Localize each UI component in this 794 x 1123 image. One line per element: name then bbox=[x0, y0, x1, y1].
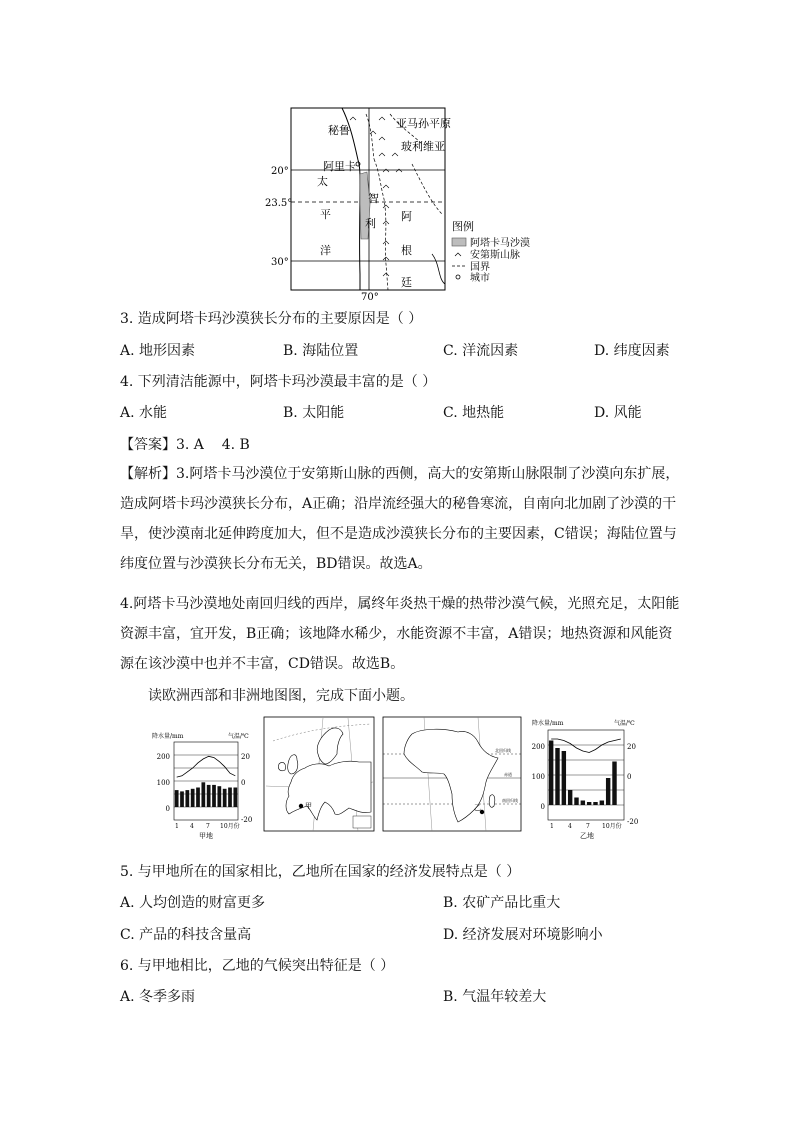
q3-option-d[interactable]: D. 纬度因素 bbox=[594, 343, 670, 359]
q4-stem: 4. 下列清洁能源中，阿塔卡玛沙漠最丰富的是（ ） bbox=[120, 374, 437, 390]
yi-precip-bar bbox=[600, 801, 604, 806]
jia-right-tick-20: 20 bbox=[241, 753, 250, 761]
europe-map bbox=[263, 716, 375, 832]
yi-right-tick-20: 20 bbox=[627, 743, 636, 751]
jia-right-tick-0: 0 bbox=[241, 779, 246, 787]
intro-text: 读欧洲西部和非洲地图图，完成下面小题。 bbox=[148, 688, 414, 704]
yi-x-7: 7 bbox=[586, 823, 590, 830]
label-yang: 洋 bbox=[320, 244, 331, 257]
africa-place-label: 乙 bbox=[474, 804, 481, 812]
jia-left-tick-100: 100 bbox=[156, 779, 170, 787]
lat-23: 23.5° bbox=[265, 198, 293, 209]
q3-option-c[interactable]: C. 洋流因素 bbox=[443, 343, 519, 359]
climate-chart-yi bbox=[530, 716, 650, 840]
yi-caption: 乙地 bbox=[580, 832, 594, 840]
jia-precip-bar bbox=[191, 789, 195, 807]
jia-precip-bar bbox=[217, 786, 221, 807]
yi-x-4: 4 bbox=[568, 823, 572, 830]
jia-precip-bar bbox=[228, 788, 232, 808]
europe-place-label: 甲 bbox=[305, 802, 312, 810]
label-peru: 秘鲁 bbox=[328, 124, 350, 137]
q4-option-c[interactable]: C. 地热能 bbox=[443, 405, 505, 421]
line-label-south: 南回归线 bbox=[502, 798, 518, 803]
answer-line: 【答案】3. A 4. B bbox=[120, 437, 250, 453]
jia-x-4: 4 bbox=[190, 823, 194, 830]
legend-border: 国界 bbox=[470, 262, 490, 273]
yi-precip-bar bbox=[581, 801, 585, 806]
legend-andes: 安第斯山脉 bbox=[470, 250, 520, 261]
q6-stem: 6. 与甲地相比，乙地的气候突出特征是（ ） bbox=[120, 958, 395, 974]
q4-option-d[interactable]: D. 风能 bbox=[594, 405, 642, 421]
q5-option-d[interactable]: D. 经济发展对环境影响小 bbox=[443, 927, 603, 943]
yi-precip-bar bbox=[606, 778, 610, 805]
yi-precip-bar bbox=[555, 748, 559, 805]
q5-option-b[interactable]: B. 农矿产品比重大 bbox=[443, 895, 561, 911]
jia-temp-line bbox=[177, 756, 236, 777]
africa-map bbox=[382, 716, 522, 832]
label-amazon: 亚马孙平原 bbox=[396, 117, 451, 130]
legend-city-swatch bbox=[456, 275, 460, 279]
yi-temp-line bbox=[551, 739, 621, 753]
yi-precip-bar bbox=[593, 802, 597, 805]
jia-precip-bar bbox=[207, 785, 211, 807]
q5-option-a[interactable]: A. 人均创造的财富更多 bbox=[120, 895, 266, 911]
climate-chart-jia bbox=[150, 728, 260, 840]
analysis-para-3: 【解析】3.阿塔卡马沙漠位于安第斯山脉的西侧，高大的安第斯山脉限制了沙漠向东扩展，造成阿塔卡玛沙漠狭长分布，A正确；沿岸流经强大的秘鲁寒流，自南向北加剧了沙漠的干旱，使沙漠南北延伸跨度加大，但不是造成沙漠狭长分布的主要因素，C错误；海陆位置与纬度位置与沙漠狭长分布无关，BD错误。故选A。 bbox=[120, 466, 680, 572]
jia-x-7: 7 bbox=[206, 823, 210, 830]
yi-right-tick-m20: -20 bbox=[627, 818, 639, 826]
label-bolivia: 玻利维亚 bbox=[401, 140, 445, 153]
lat-30: 30° bbox=[271, 257, 289, 268]
label-a: 阿 bbox=[401, 210, 412, 223]
yi-precip-bar bbox=[612, 762, 616, 806]
jia-left-label: 降水量/mm bbox=[152, 733, 184, 740]
label-zhi: 智 bbox=[368, 192, 379, 205]
jia-precip-bar bbox=[185, 790, 189, 807]
jia-precip-bar bbox=[212, 785, 216, 807]
yi-left-tick-100: 100 bbox=[531, 773, 545, 781]
label-ting: 廷 bbox=[401, 276, 412, 289]
atacama-map bbox=[262, 104, 562, 304]
yi-precip-bar bbox=[574, 798, 578, 806]
yi-left-tick-200: 200 bbox=[531, 743, 545, 751]
lat-20: 20° bbox=[271, 166, 289, 177]
legend-title: 图例 bbox=[452, 220, 474, 233]
jia-left-tick-200: 200 bbox=[156, 753, 170, 761]
label-arica: 阿里卡 bbox=[323, 160, 356, 173]
yi-precip-bar bbox=[587, 802, 591, 805]
q6-option-b[interactable]: B. 气温年较差大 bbox=[443, 989, 547, 1005]
yi-x-1: 1 bbox=[550, 823, 554, 830]
q6-option-a[interactable]: A. 冬季多雨 bbox=[120, 989, 196, 1005]
label-li: 利 bbox=[365, 217, 376, 230]
legend-desert-swatch bbox=[452, 238, 466, 246]
q4-option-a[interactable]: A. 水能 bbox=[120, 405, 168, 421]
q3-stem: 3. 造成阿塔卡玛沙漠狭长分布的主要原因是（ ） bbox=[120, 311, 423, 327]
yi-right-tick-0: 0 bbox=[627, 773, 632, 781]
jia-precip-bar bbox=[223, 789, 227, 807]
legend-city: 城市 bbox=[470, 273, 490, 284]
jia-right-tick-m20: -20 bbox=[241, 816, 253, 824]
europe-place-marker bbox=[299, 804, 303, 808]
jia-precip-bar bbox=[233, 788, 237, 808]
legend-mountain-swatch bbox=[455, 253, 461, 256]
legend-desert: 阿塔卡马沙漠 bbox=[470, 238, 530, 249]
q4-option-b[interactable]: B. 太阳能 bbox=[283, 405, 345, 421]
label-ping: 平 bbox=[320, 208, 331, 221]
jia-precip-bar bbox=[180, 791, 184, 807]
label-tai: 太 bbox=[317, 175, 328, 188]
jia-precip-bar bbox=[196, 788, 200, 808]
yi-left-tick-0: 0 bbox=[540, 803, 545, 811]
line-label-equator: 赤道 bbox=[504, 772, 512, 777]
q5-option-c[interactable]: C. 产品的科技含量高 bbox=[120, 927, 252, 943]
yi-precip-bar bbox=[549, 741, 553, 806]
yi-x-10: 10月份 bbox=[602, 823, 622, 830]
jia-x-10: 10月份 bbox=[220, 823, 240, 830]
analysis-para-4: 4.阿塔卡马沙漠地处南回归线的西岸，属终年炎热干燥的热带沙漠气候，光照充足，太阳能资源丰富，宜开发，B正确；该地降水稀少，水能资源不丰富，A错误；地热资源和风能资源在该沙漠中也并不丰富，CD错误。故选B。 bbox=[120, 596, 680, 672]
jia-precip-bar bbox=[201, 782, 205, 807]
lon-70: 70° bbox=[361, 292, 379, 303]
jia-caption: 甲地 bbox=[199, 832, 213, 840]
q5-stem: 5. 与甲地所在的国家相比，乙地所在国家的经济发展特点是（ ） bbox=[120, 864, 521, 880]
jia-right-label: 气温/℃ bbox=[228, 733, 249, 740]
yi-precip-bar bbox=[562, 751, 566, 805]
yi-right-label: 气温/℃ bbox=[614, 720, 635, 727]
q3-option-a[interactable]: A. 地形因素 bbox=[120, 343, 196, 359]
yi-left-label: 降水量/mm bbox=[532, 720, 564, 727]
q3-option-b[interactable]: B. 海陆位置 bbox=[283, 343, 359, 359]
jia-x-1: 1 bbox=[175, 823, 179, 830]
label-gen: 根 bbox=[401, 244, 412, 257]
jia-precip-bar bbox=[175, 790, 179, 807]
jia-left-tick-0: 0 bbox=[165, 805, 170, 813]
line-label-north: 北回归线 bbox=[495, 748, 511, 753]
yi-precip-bar bbox=[568, 790, 572, 805]
